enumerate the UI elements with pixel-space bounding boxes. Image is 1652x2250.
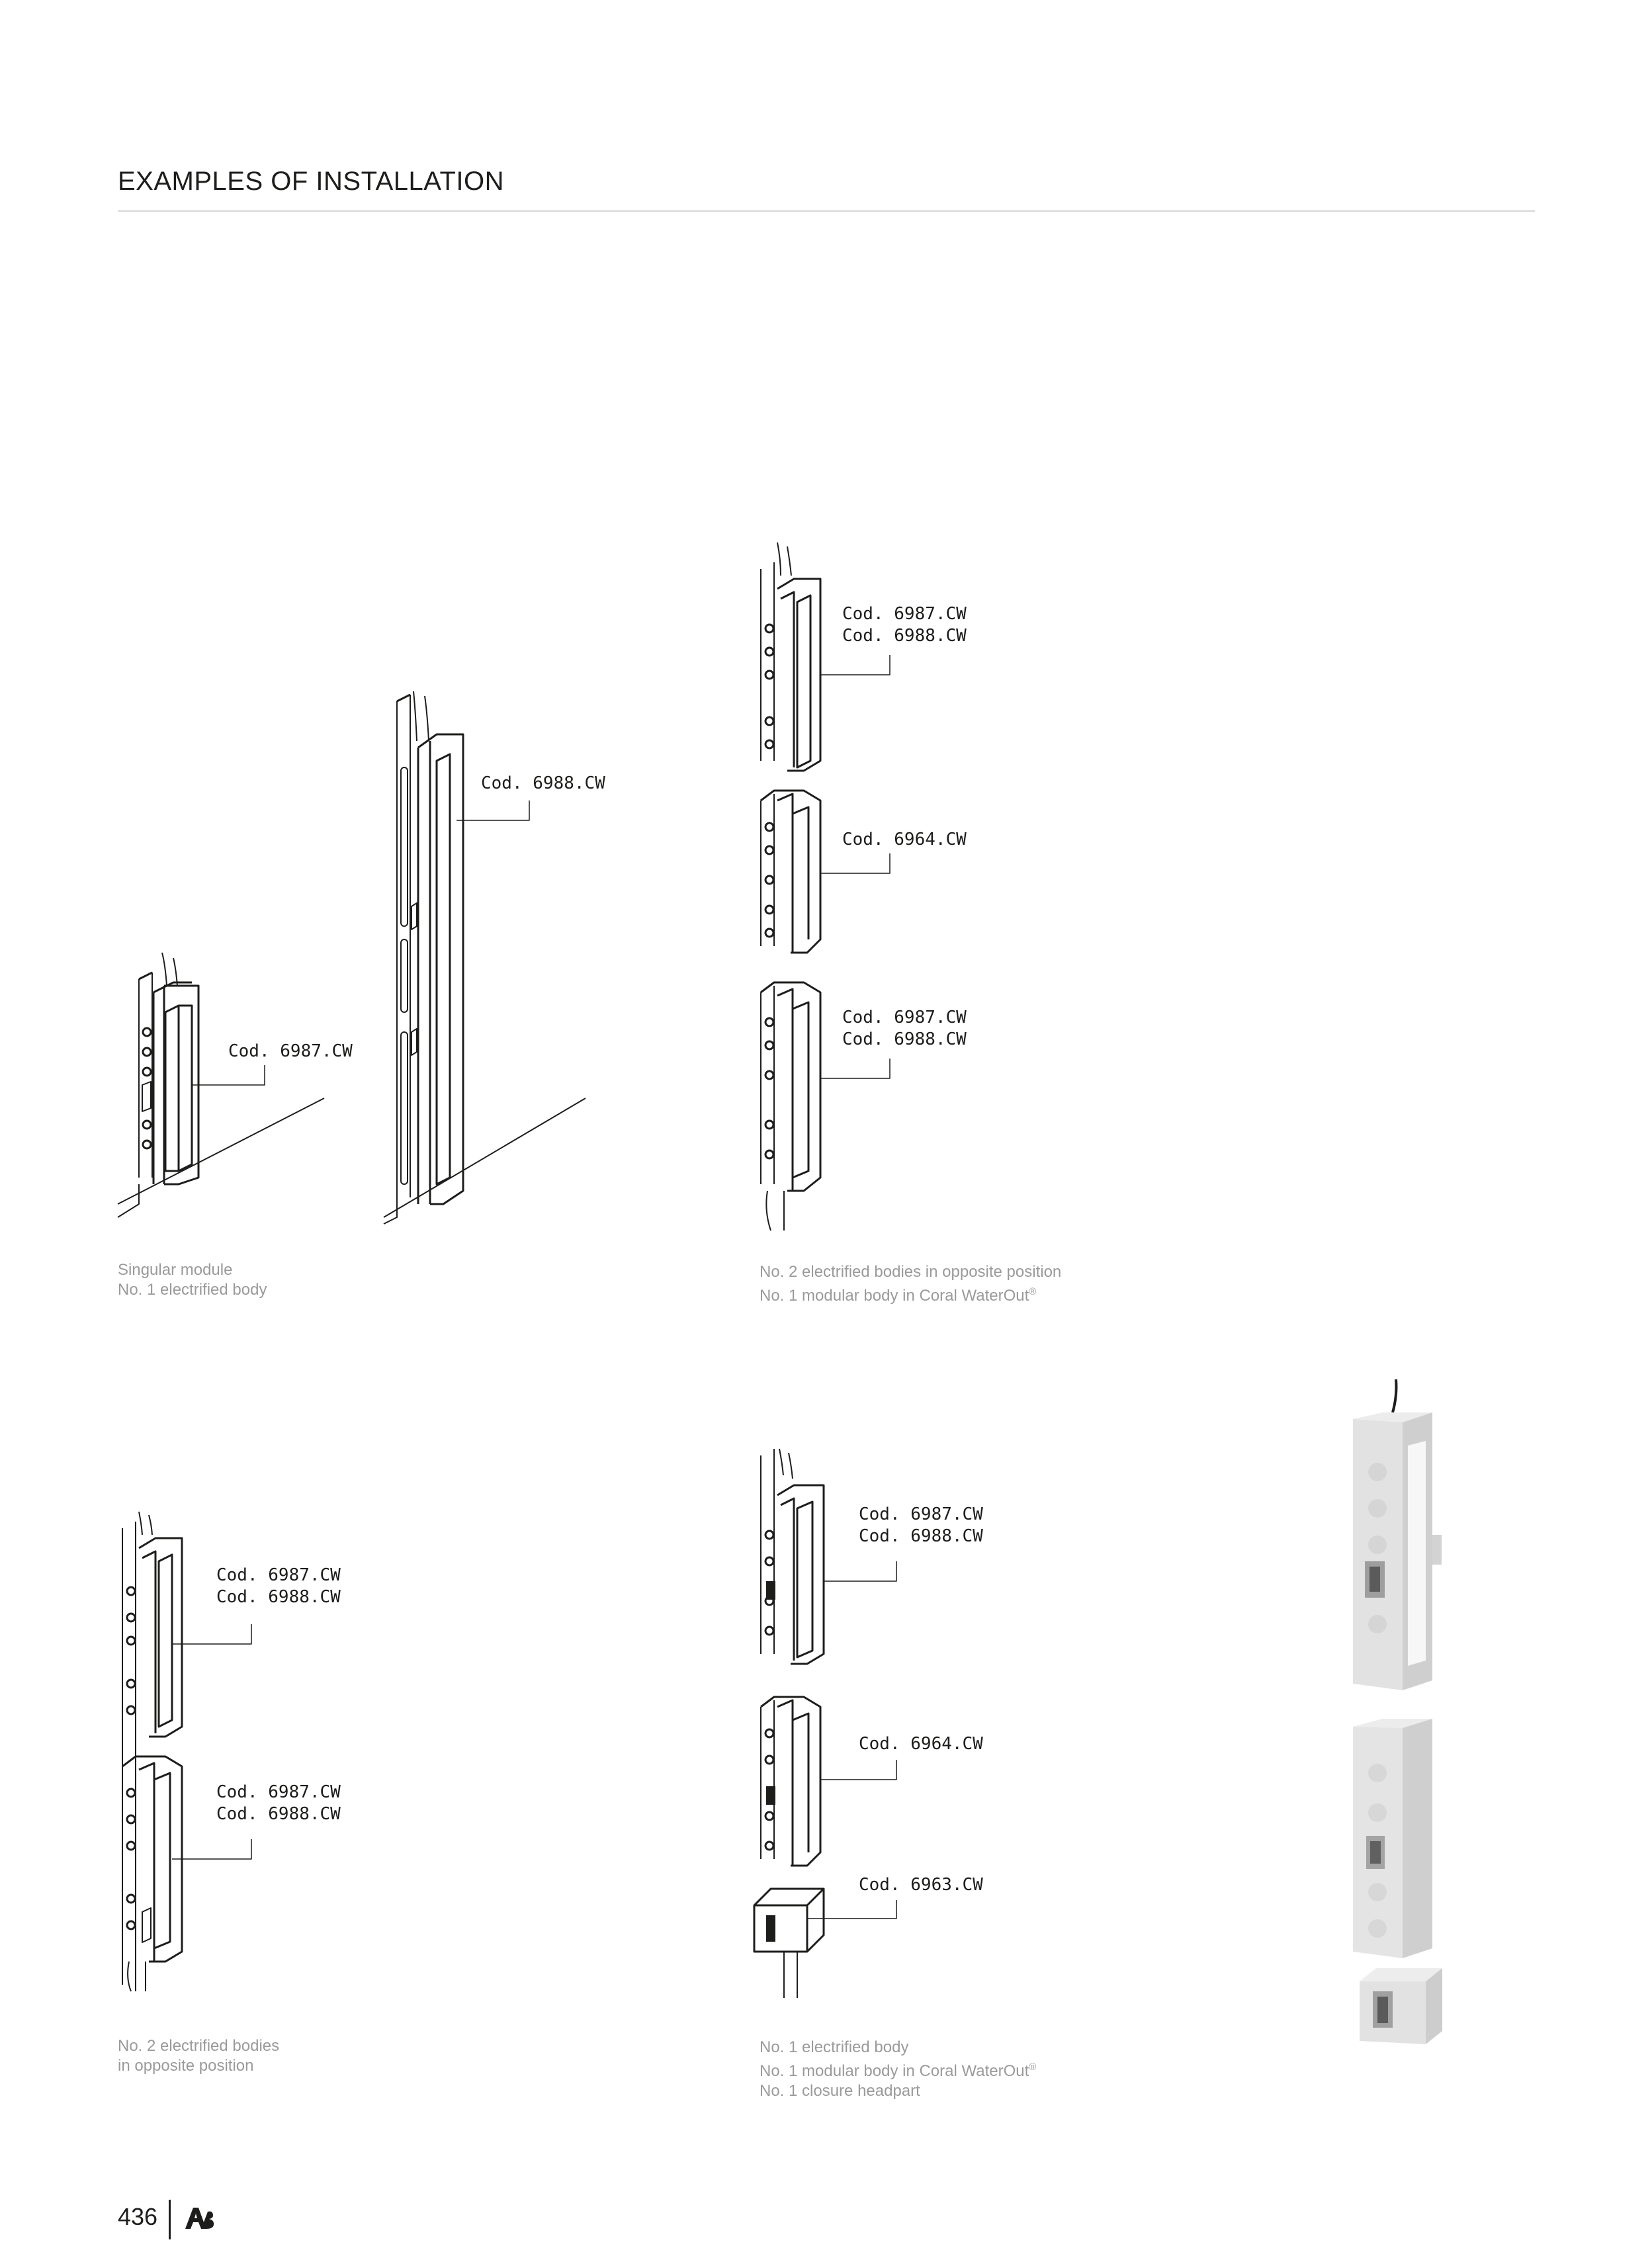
code-label-6987-6988-upper: Cod. 6987.CW Cod. 6988.CW xyxy=(216,1565,341,1607)
page-number: 436 xyxy=(118,2203,158,2230)
code-label-6963: Cod. 6963.CW xyxy=(859,1875,983,1895)
caption-two-opposite: No. 2 electrified bodies in opposite position xyxy=(118,2037,280,2075)
code-label-6964-mid: Cod. 6964.CW xyxy=(859,1734,983,1754)
caption-three-bodies: No. 2 electrified bodies in opposite position No. 1 modular body in Coral WaterOut® xyxy=(760,1263,1062,1305)
page-title: EXAMPLES OF INSTALLATION xyxy=(118,167,504,196)
code-label-6987-6988-lower: Cod. 6987.CW Cod. 6988.CW xyxy=(216,1782,341,1824)
code-label-6987-6988-bottom: Cod. 6987.CW Cod. 6988.CW xyxy=(842,1008,967,1049)
caption-closure-headpart: No. 1 electrified body No. 1 modular body in Coral WaterOut® No. 1 closure headpart xyxy=(760,2038,1037,2100)
brand-logo-icon xyxy=(184,2205,216,2230)
code-label-6964: Cod. 6964.CW xyxy=(842,830,967,849)
code-label-6988: Cod. 6988.CW xyxy=(481,773,605,793)
product-render-image xyxy=(1353,1379,1442,2044)
footer-divider xyxy=(169,2200,171,2239)
code-label-6987: Cod. 6987.CW xyxy=(228,1041,353,1061)
code-label-6987-6988-top: Cod. 6987.CW Cod. 6988.CW xyxy=(842,604,967,646)
code-label-6987-6988-head: Cod. 6987.CW Cod. 6988.CW xyxy=(859,1504,983,1546)
caption-singular-module: Singular module No. 1 electrified body xyxy=(118,1261,267,1299)
singular-module-drawing xyxy=(118,691,586,1224)
